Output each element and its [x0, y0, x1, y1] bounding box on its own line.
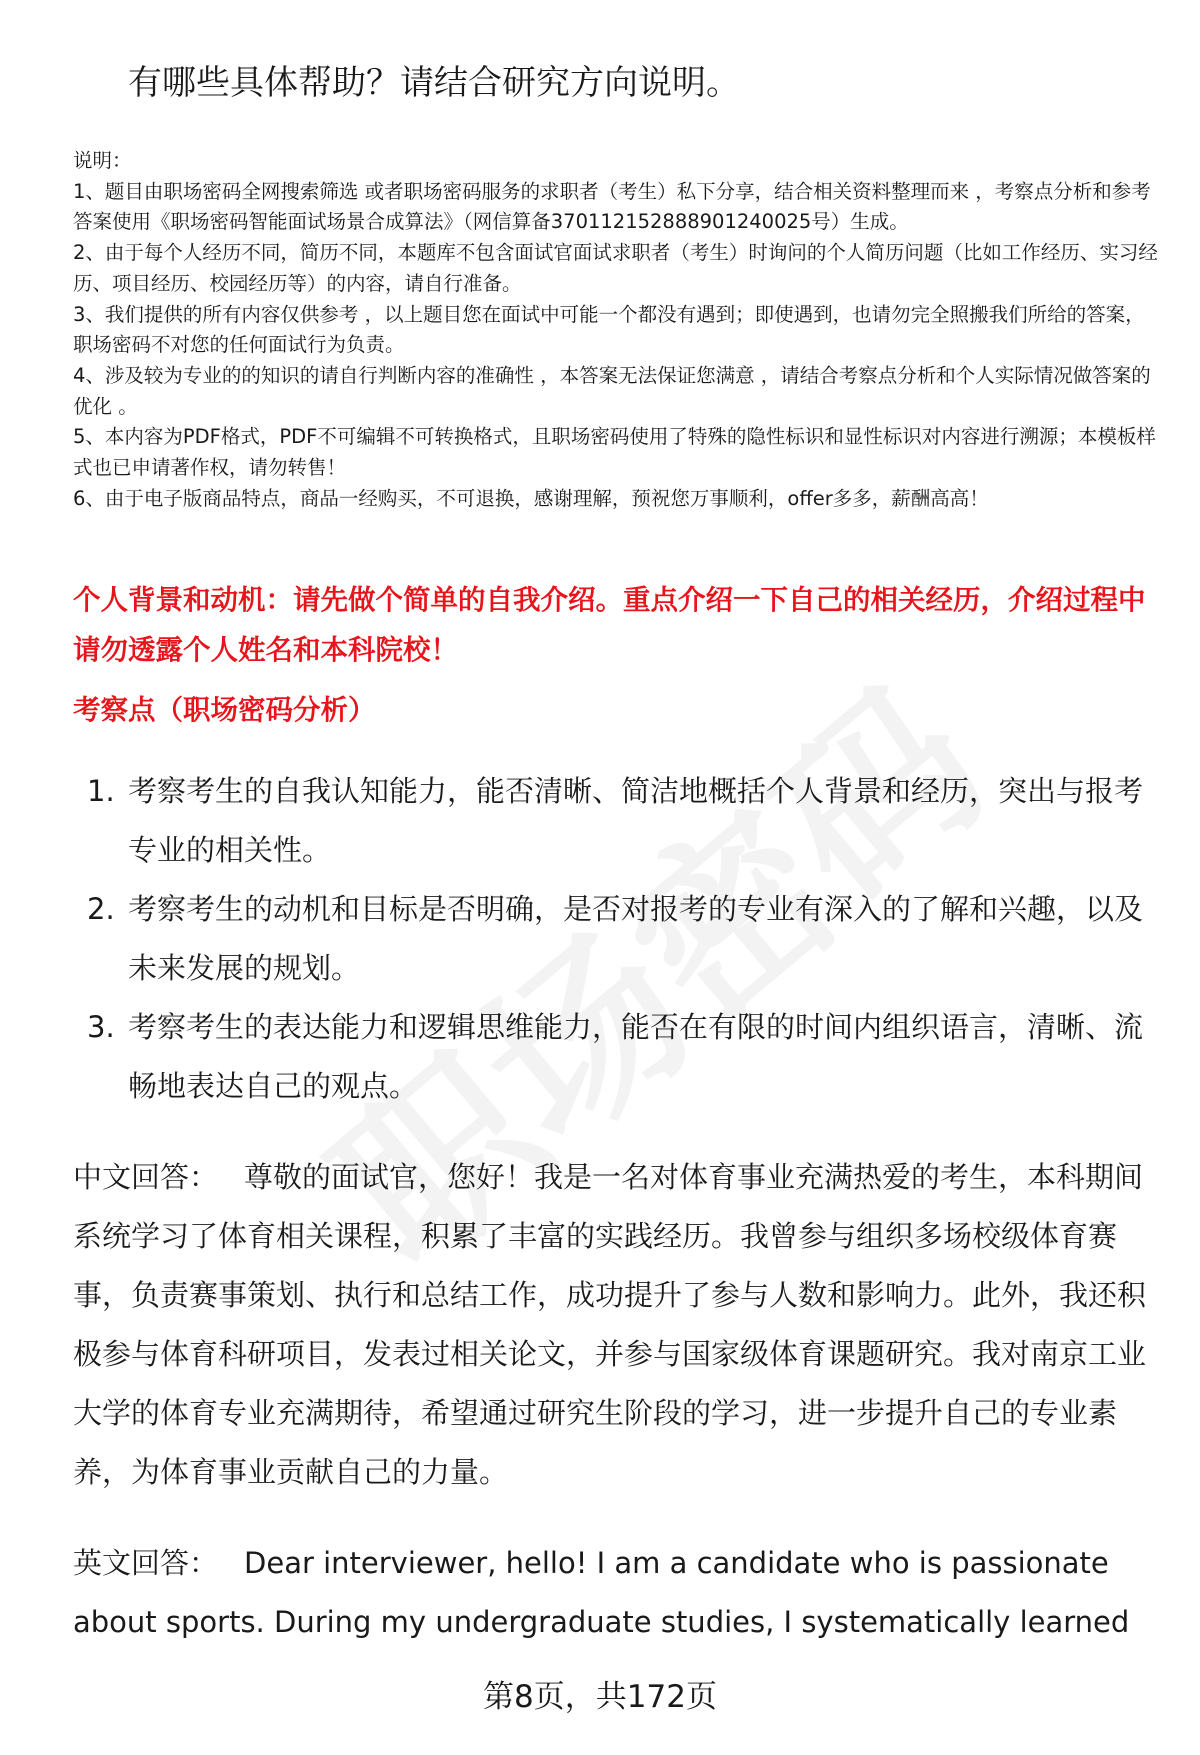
chinese-answer-text: 尊敬的面试官，您好！我是一名对体育事业充满热爱的考生，本科期间系统学习了体育相关课程，积累了丰富的实践经历。我曾参与组织多场校级体育赛事，负责赛事策划、执行和总结工作，成功提升了参与人数和影响力。此外，我还积极参与体育科研项目，发表过相关论文，并参与国家级体育课题研究。我对南京工业大学的体育专业充满期待，希望通过研究生阶段的学习，进一步提升自己的专业素养，为体育事业贡献自己的力量。	[73, 1160, 1147, 1489]
chinese-answer-label: 中文回答：	[73, 1160, 219, 1194]
english-answer	[73, 1534, 1163, 1652]
chinese-answer	[73, 1148, 1163, 1502]
note-item: 2、由于每个人经历不同，简历不同，本题库不包含面试官面试求职者（考生）时询问的个人简历问题（比如工作经历、实习经历、项目经历、校园经历等）的内容，请自行准备。	[73, 241, 1158, 295]
english-answer-label: 英文回答：	[73, 1546, 219, 1580]
point-number: 2.	[87, 892, 115, 926]
question-continuation: 有哪些具体帮助？请结合研究方向说明。	[128, 63, 740, 103]
analysis-point	[73, 762, 1163, 880]
interview-question: 个人背景和动机：请先做个简单的自我介绍。重点介绍一下自己的相关经历，介绍过程中请勿透露个人姓名和本科院校！	[73, 584, 1146, 666]
point-text: 考察考生的表达能力和逻辑思维能力，能否在有限的时间内组织语言，清晰、流畅地表达自己的观点。	[128, 1010, 1144, 1103]
note-item: 1、题目由职场密码全网搜索筛选 或者职场密码服务的求职者（考生）私下分享，结合相关资料整理而来 ，考察点分析和参考答案使用《职场密码智能面试场景合成算法》（网信算备370112152888901240025号）生成。	[73, 179, 1151, 234]
note-item: 6、由于电子版商品特点，商品一经购买，不可退换，感谢理解，预祝您万事顺利，offer多多，薪酬高高！	[73, 486, 989, 510]
english-answer-text: Dear interviewer, hello! I am a candidate who is passionate about sports. During my undergraduate studies, I systematically learned	[73, 1546, 1130, 1639]
point-text: 考察考生的动机和目标是否明确，是否对报考的专业有深入的了解和兴趣，以及未来发展的规划。	[128, 892, 1144, 985]
note-item: 4、涉及较为专业的的知识的请自行判断内容的准确性 ，本答案无法保证您满意 ，请结合考察点分析和个人实际情况做答案的优化 。	[73, 363, 1151, 418]
note-item: 5、本内容为PDF格式，PDF不可编辑不可转换格式，且职场密码使用了特殊的隐性标识和显性标识对内容进行溯源；本模板样式也已申请著作权，请勿转售！	[73, 425, 1156, 480]
point-text: 考察考生的自我认知能力，能否清晰、简洁地概括个人背景和经历，突出与报考专业的相关性。	[128, 774, 1144, 867]
page-number: 第8页，共172页	[483, 1679, 717, 1715]
point-number: 1.	[87, 774, 115, 808]
point-number: 3.	[87, 1010, 115, 1044]
analysis-point	[73, 880, 1163, 998]
analysis-points	[73, 762, 1163, 1116]
notes-heading: 说明：	[73, 149, 132, 172]
analysis-heading: 考察点（职场密码分析）	[73, 694, 376, 726]
note-item: 3、我们提供的所有内容仅供参考 ，以上题目您在面试中可能一个都没有遇到；即使遇到，也请勿完全照搬我们所给的答案，职场密码不对您的任何面试行为负责。	[73, 302, 1145, 357]
analysis-point	[73, 998, 1163, 1116]
disclaimer-notes	[73, 146, 1163, 514]
